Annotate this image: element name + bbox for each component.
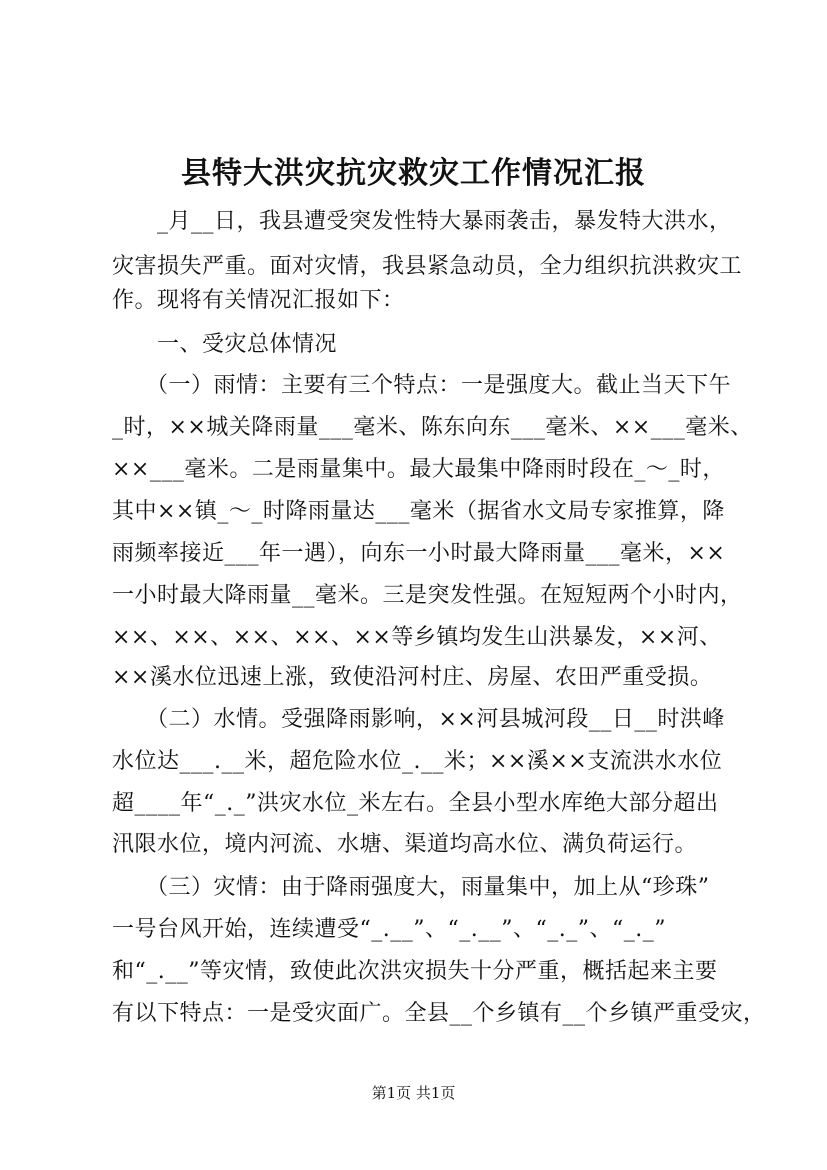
body-line: （二）水情。受强降雨影响，××河县城河段__日__时洪峰 xyxy=(112,707,725,732)
body-line: （三）灾情：由于降雨强度大，雨量集中，加上从“珍珠” xyxy=(112,875,710,900)
section-heading: 一、受灾总体情况 xyxy=(112,332,338,357)
body-line: _月__日，我县遭受突发性特大暴雨袭击，暴发特大洪水， xyxy=(112,209,732,234)
body-line: ××溪水位迅速上涨，致使沿河村庄、房屋、农田严重受损。 xyxy=(112,665,713,690)
body-line: 一小时最大降雨量__毫米。三是突发性强。在短短两个小时内， xyxy=(112,583,743,608)
body-line: 灾害损失严重。面对灾情，我县紧急动员，全力组织抗洪救灾工 xyxy=(112,254,743,279)
body-line: 有以下特点：一是受灾面广。全县__个乡镇有__个乡镇严重受灾， xyxy=(112,1001,766,1026)
document-title: 县特大洪灾抗灾救灾工作情况汇报 xyxy=(181,156,646,191)
body-line: 汛限水位，境内河流、水塘、渠道均高水位、满负荷运行。 xyxy=(112,832,698,857)
body-line: 水位达___.__米，超危险水位_.__米；××溪××支流洪水水位 xyxy=(112,749,723,774)
page-footer: 第1页 共1页 xyxy=(371,1084,456,1102)
body-line: _时，××城关降雨量___毫米、陈东向东___毫米、××___毫米、 xyxy=(112,415,753,440)
body-line: 其中××镇_～_时降雨量达___毫米（据省水文局专家推算，降 xyxy=(112,499,725,524)
body-line: ××___毫米。二是雨量集中。最大最集中降雨时段在_～_时， xyxy=(112,457,725,482)
body-line: 和“_.__”等灾情，致使此次洪灾损失十分严重，概括起来主要 xyxy=(112,959,718,984)
body-line: 雨频率接近___年一遇），向东一小时最大降雨量___毫米，×× xyxy=(112,541,726,566)
body-line: （一）雨情：主要有三个特点：一是强度大。截止当天下午 xyxy=(112,373,732,398)
body-line: 一号台风开始，连续遭受“_.__”、“_.__”、“_._”、“_._” xyxy=(112,917,666,942)
body-line: ××、××、××、××、××等乡镇均发生山洪暴发，××河、 xyxy=(112,625,722,650)
body-line: 作。现将有关情况汇报如下： xyxy=(112,288,405,313)
body-line: 超____年“_._”洪灾水位_米左右。全县小型水库绝大部分超出 xyxy=(112,791,719,816)
